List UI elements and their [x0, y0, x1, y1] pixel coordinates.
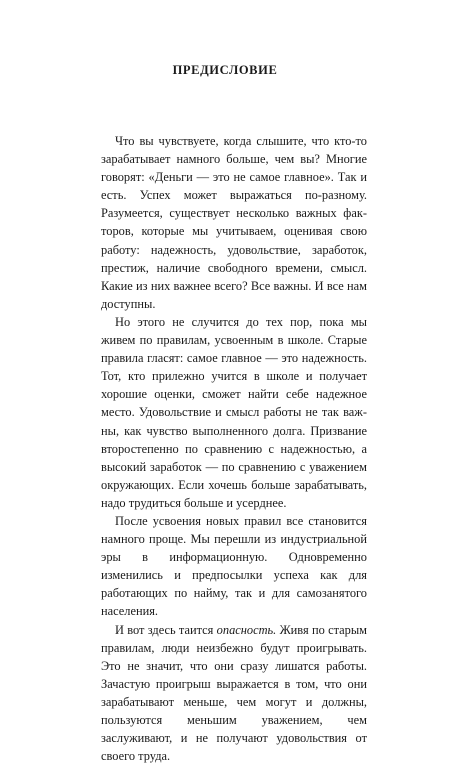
paragraph-4-rest: Живя по старым правилам, люди неизбежно будут проигрывать. Это не значит, что они сразу лишатся работы. Зачастую проигрыш выражается в том, что они зарабатывают меньше, чем могут и должны, пользуются меньшим уважением, чем заслуживают, и не получают удовольствия от своего труда. — [101, 622, 367, 764]
emphasis-word: опасность. — [216, 622, 277, 637]
body-text — [101, 132, 367, 765]
paragraph-2: Но этого не случится до тех пор, пока мы живем по правилам, усвоенным в школе. Старые правила гласят: самое главное — это надежность. Тот, кто прилежно учится в школе и получает хорошие оценки, сможет найти себе надежное место. Удовольствие и смысл работы не так важны, как чувство выполненного долга. Призвание второстепенно по сравнению с надежностью, а высокий заработок — по сравнению с уважением окружающих. Если хочешь больше зарабатывать, надо трудиться больше и усерднее. — [101, 314, 367, 510]
paragraph-1: Что вы чувствуете, когда слышите, что кто-то зарабатывает намного больше, чем вы? Многие говорят: «Деньги — это не самое главное». Так и есть. Успех может выражаться по-разному. Разумеется, существует несколько важных факторов, которые мы учитываем, оценивая свою работу: надежность, удовольствие, заработок, престиж, наличие свободного времени, смысл. Какие из них важнее всего? Все важны. И все нам доступны. — [101, 134, 367, 311]
paragraph-4-lead: И вот здесь таится — [115, 622, 217, 637]
paragraph-3: После усвоения новых правил все становится намного проще. Мы перешли из индустриальной эры в информационную. Одновременно изменились и предпосылки успеха как для работающих по найму, так и для самозанятого населения. — [101, 513, 367, 619]
paragraph-4 — [101, 621, 367, 765]
chapter-heading: ПРЕДИСЛОВИЕ — [172, 63, 278, 77]
